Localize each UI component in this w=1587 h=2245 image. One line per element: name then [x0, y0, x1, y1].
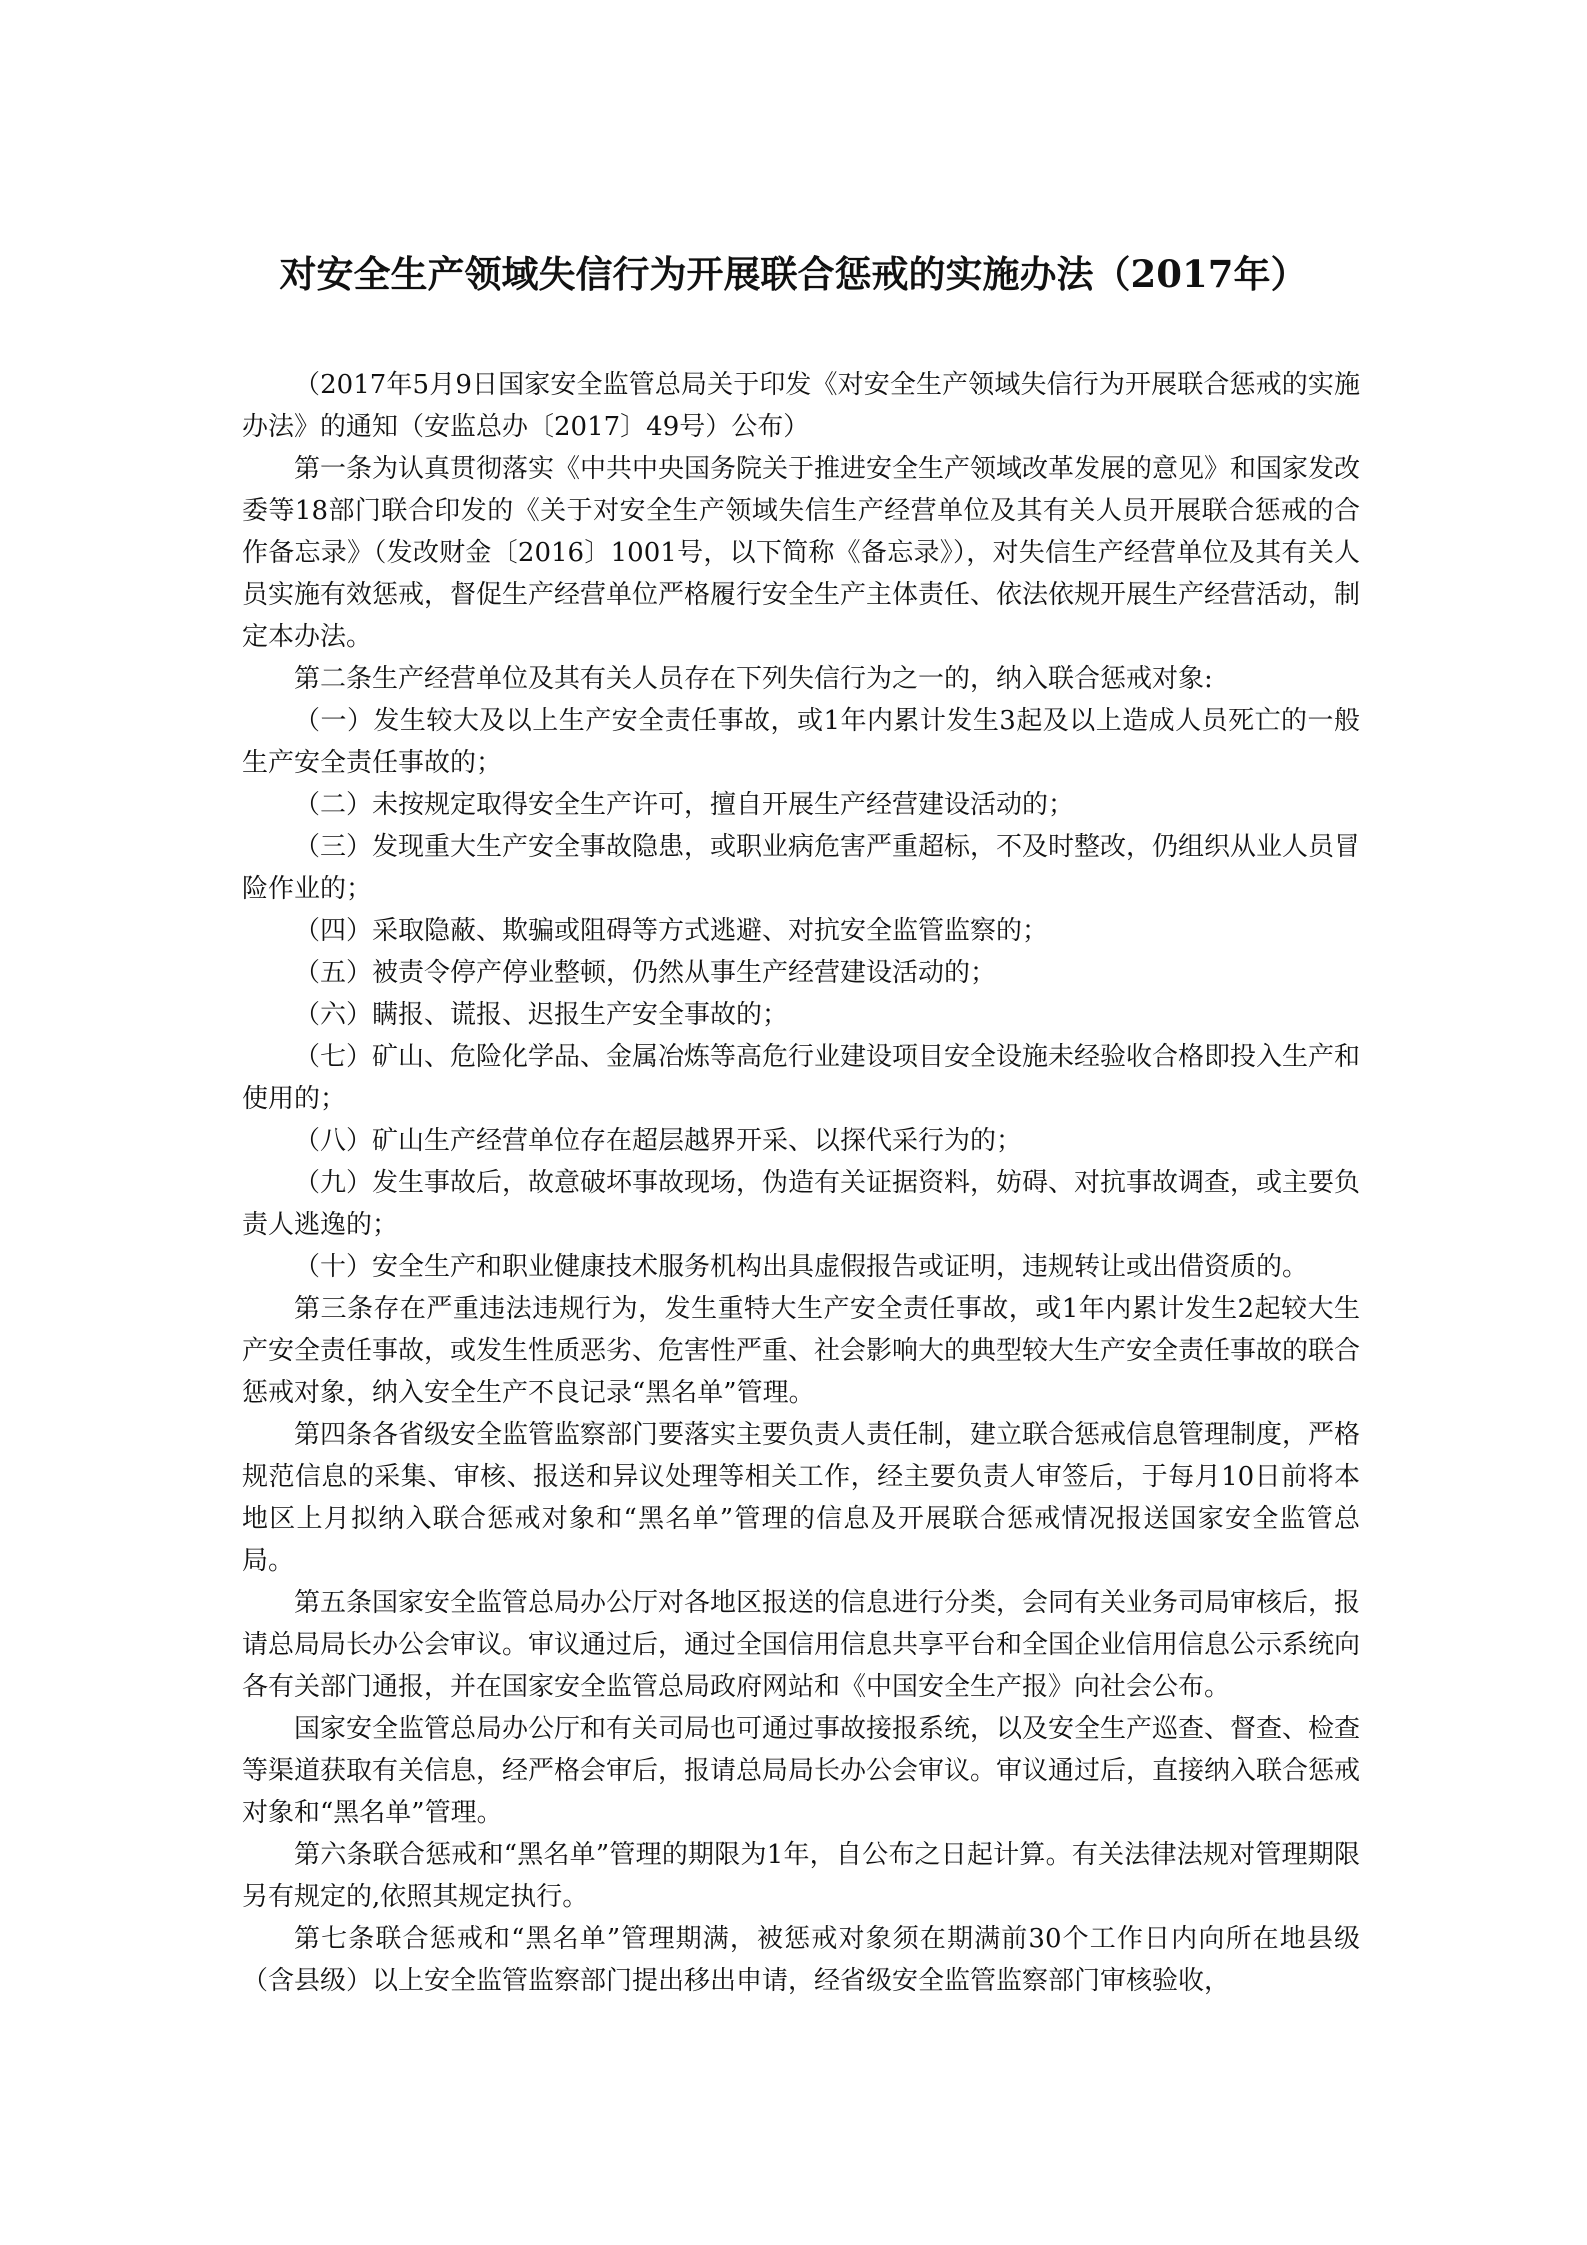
article-1: 第一条为认真贯彻落实《中共中央国务院关于推进安全生产领域改革发展的意见》和国家发改委等18部门联合印发的《关于对安全生产领域失信生产经营单位及其有关人员开展联合惩戒的合作备忘录》（发改财金〔2016〕1001号，以下简称《备忘录》），对失信生产经营单位及其有关人员实施有效惩戒，督促生产经营单位严格履行安全生产主体责任、依法依规开展生产经营活动，制定本办法。	[242, 454, 1361, 652]
article-2-item-10: （十）安全生产和职业健康技术服务机构出具虚假报告或证明，违规转让或出借资质的。	[294, 1252, 1309, 1282]
article-5-supplement: 国家安全监管总局办公厅和有关司局也可通过事故接报系统，以及安全生产巡查、督查、检查等渠道获取有关信息，经严格会审后，报请总局局长办公会审议。审议通过后，直接纳入联合惩戒对象和“黑名单”管理。	[242, 1714, 1361, 1828]
document-body	[242, 364, 1360, 2002]
article-3: 第三条存在严重违法违规行为，发生重特大生产安全责任事故，或1年内累计发生2起较大生产安全责任事故，或发生性质恶劣、危害性严重、社会影响大的典型较大生产安全责任事故的联合惩戒对象，纳入安全生产不良记录“黑名单”管理。	[242, 1294, 1361, 1408]
article-2-item-6: （六）瞒报、谎报、迟报生产安全事故的；	[294, 1000, 789, 1030]
article-2-item-9: （九）发生事故后，故意破坏事故现场，伪造有关证据资料，妨碍、对抗事故调查，或主要负责人逃逸的；	[242, 1168, 1361, 1240]
article-2-item-2: （二）未按规定取得安全生产许可，擅自开展生产经营建设活动的；	[294, 790, 1075, 820]
article-2-item-5: （五）被责令停产停业整顿，仍然从事生产经营建设活动的；	[294, 958, 997, 988]
article-2: 第二条生产经营单位及其有关人员存在下列失信行为之一的，纳入联合惩戒对象:	[294, 664, 1213, 694]
article-5: 第五条国家安全监管总局办公厅对各地区报送的信息进行分类，会同有关业务司局审核后，报请总局局长办公会审议。审议通过后，通过全国信用信息共享平台和全国企业信用信息公示系统向各有关部门通报，并在国家安全监管总局政府网站和《中国安全生产报》向社会公布。	[242, 1588, 1361, 1702]
article-2-item-1: （一）发生较大及以上生产安全责任事故，或1年内累计发生3起及以上造成人员死亡的一般生产安全责任事故的；	[242, 706, 1360, 778]
article-2-item-3: （三）发现重大生产安全事故隐患，或职业病危害严重超标，不及时整改，仍组织从业人员冒险作业的；	[242, 832, 1361, 904]
article-2-item-7: （七）矿山、危险化学品、金属冶炼等高危行业建设项目安全设施未经验收合格即投入生产和使用的；	[242, 1042, 1361, 1114]
article-2-item-8: （八）矿山生产经营单位存在超层越界开采、以探代采行为的；	[294, 1126, 1023, 1156]
article-2-item-4: （四）采取隐蔽、欺骗或阻碍等方式逃避、对抗安全监管监察的；	[294, 916, 1049, 946]
article-7: 第七条联合惩戒和“黑名单”管理期满，被惩戒对象须在期满前30个工作日内向所在地县级（含县级）以上安全监管监察部门提出移出申请，经省级安全监管监察部门审核验收，	[242, 1924, 1360, 1996]
article-6: 第六条联合惩戒和“黑名单”管理的期限为1年，自公布之日起计算。有关法律法规对管理期限另有规定的,依照其规定执行。	[242, 1840, 1360, 1912]
article-4: 第四条各省级安全监管监察部门要落实主要负责人责任制，建立联合惩戒信息管理制度，严格规范信息的采集、审核、报送和异议处理等相关工作，经主要负责人审签后，于每月10日前将本地区上月拟纳入联合惩戒对象和“黑名单”管理的信息及开展联合惩戒情况报送国家安全监管总局。	[242, 1420, 1361, 1576]
issuance-note: （2017年5月9日国家安全监管总局关于印发《对安全生产领域失信行为开展联合惩戒的实施办法》的通知（安监总办〔2017〕49号）公布）	[242, 370, 1360, 442]
document-title: 对安全生产领域失信行为开展联合惩戒的实施办法（2017年）	[279, 252, 1308, 296]
